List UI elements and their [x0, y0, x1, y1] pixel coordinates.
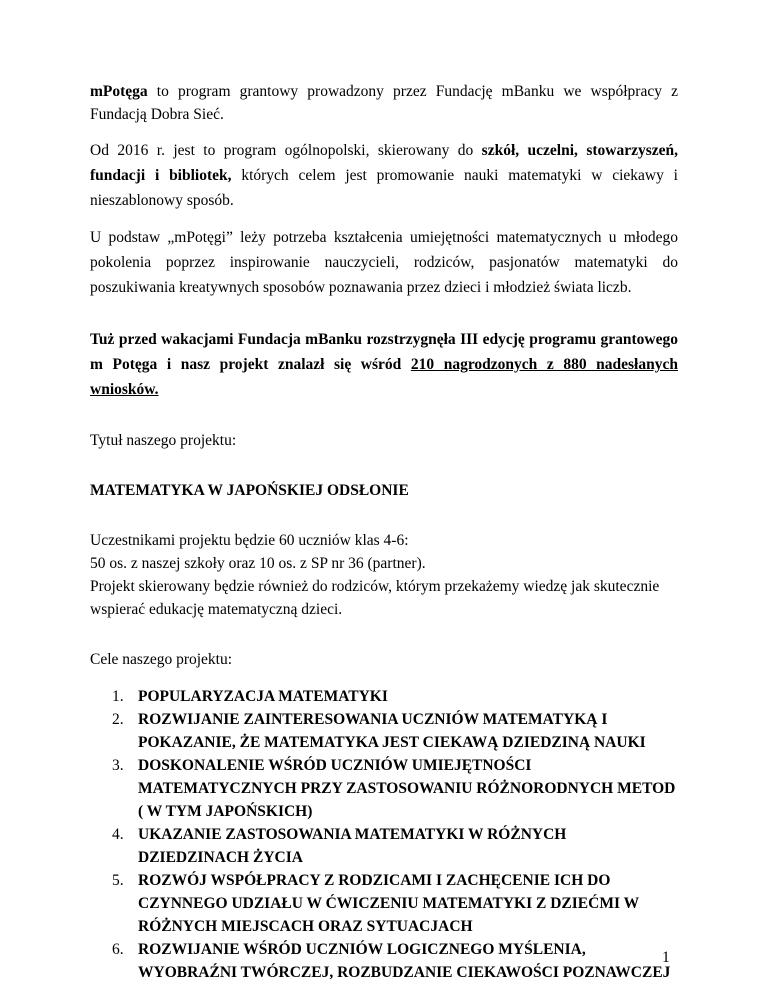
- participants-block: [90, 529, 678, 621]
- goal-item: [90, 708, 678, 754]
- award-statistics: 210 nagrodzonych z 880 nadesłanych wniosków.: [90, 356, 678, 398]
- program-basis-paragraph: U podstaw „mPotęgi” leży potrzeba kształcenia umiejętności matematycznych u młodego pokolenia poprzez inspirowanie nauczycieli, rodziców, pasjonatów matematyki do poszukiwania kreatywnych sposobów poznawania przez dzieci i młodzież świata liczb.: [90, 229, 678, 296]
- goal-item: [90, 938, 678, 984]
- goal-item: [90, 823, 678, 869]
- goal-text: DOSKONALENIE WŚRÓD UCZNIÓW UMIEJĘTNOŚCI MATEMATYCZNYCH PRZY ZASTOSOWANIU RÓŻNORODNYCH METOD ( W TYM JAPOŃSKICH): [138, 757, 676, 820]
- scope-target-groups: szkół, uczelni, stowarzyszeń, fundacji i bibliotek,: [90, 142, 679, 184]
- goal-text: UKAZANIE ZASTOSOWANIA MATEMATYKI W RÓŻNYCH DZIEDZINACH ŻYCIA: [138, 826, 567, 866]
- goal-number: 1.: [112, 688, 124, 705]
- program-name: mPotęga: [90, 83, 148, 100]
- goals-label: Cele naszego projektu:: [90, 651, 233, 668]
- project-title-label: Tytuł naszego projektu:: [90, 432, 237, 449]
- intro-paragraph: [90, 80, 678, 126]
- project-title: MATEMATYKA W JAPOŃSKIEJ ODSŁONIE: [90, 482, 409, 499]
- goal-number: 2.: [112, 711, 124, 728]
- goal-number: 5.: [112, 872, 124, 889]
- announcement-text: Tuż przed wakacjami Fundacja mBanku rozstrzygnęła III edycję programu grantowego m Potęga i nasz projekt znalazł się wśród: [90, 331, 678, 373]
- goal-text: ROZWÓJ WSPÓŁPRACY Z RODZICAMI I ZACHĘCENIE ICH DO CZYNNEGO UDZIAŁU W ĆWICZENIU MATEMATYKI Z DZIEĆMI W RÓŻNYCH MIEJSCACH ORAZ SYTUACJACH: [138, 872, 639, 935]
- document-page: [90, 80, 678, 984]
- goal-text: ROZWIJANIE ZAINTERESOWANIA UCZNIÓW MATEMATYKĄ I POKAZANIE, ŻE MATEMATYKA JEST CIEKAWĄ DZIEDZINĄ NAUKI: [138, 711, 646, 751]
- goal-number: 4.: [112, 826, 124, 843]
- goal-number: 3.: [112, 757, 124, 774]
- goal-item: [90, 685, 678, 708]
- goals-list: [90, 685, 678, 984]
- participants-line: Uczestnikami projektu będzie 60 uczniów klas 4-6:: [90, 532, 409, 549]
- participants-line: 50 os. z naszej szkoły oraz 10 os. z SP nr 36 (partner).: [90, 555, 426, 572]
- goal-text: ROZWIJANIE WŚRÓD UCZNIÓW LOGICZNEGO MYŚLENIA, WYOBRAŹNI TWÓRCZEJ, ROZBUDZANIE CIEKAWOŚCI POZNAWCZEJ: [138, 941, 671, 981]
- program-scope-paragraph: [90, 138, 678, 213]
- intro-text: to program grantowy prowadzony przez Fundację mBanku we współpracy z Fundacją Dobra Sieć.: [90, 83, 678, 123]
- goal-item: [90, 754, 678, 823]
- scope-text-after: których celem jest promowanie nauki matematyki w ciekawy i nieszablonowy sposób.: [90, 167, 678, 209]
- scope-text-before: Od 2016 r. jest to program ogólnopolski, skierowany do: [90, 142, 482, 159]
- goal-number: 6.: [112, 941, 124, 958]
- announcement-paragraph: [90, 327, 678, 402]
- goal-item: [90, 869, 678, 938]
- participants-line: Projekt skierowany będzie również do rodziców, którym przekażemy wiedzę jak skutecznie wspierać edukację matematyczną dzieci.: [90, 578, 660, 618]
- goal-text: POPULARYZACJA MATEMATYKI: [138, 688, 388, 705]
- page-number: 1: [662, 949, 670, 966]
